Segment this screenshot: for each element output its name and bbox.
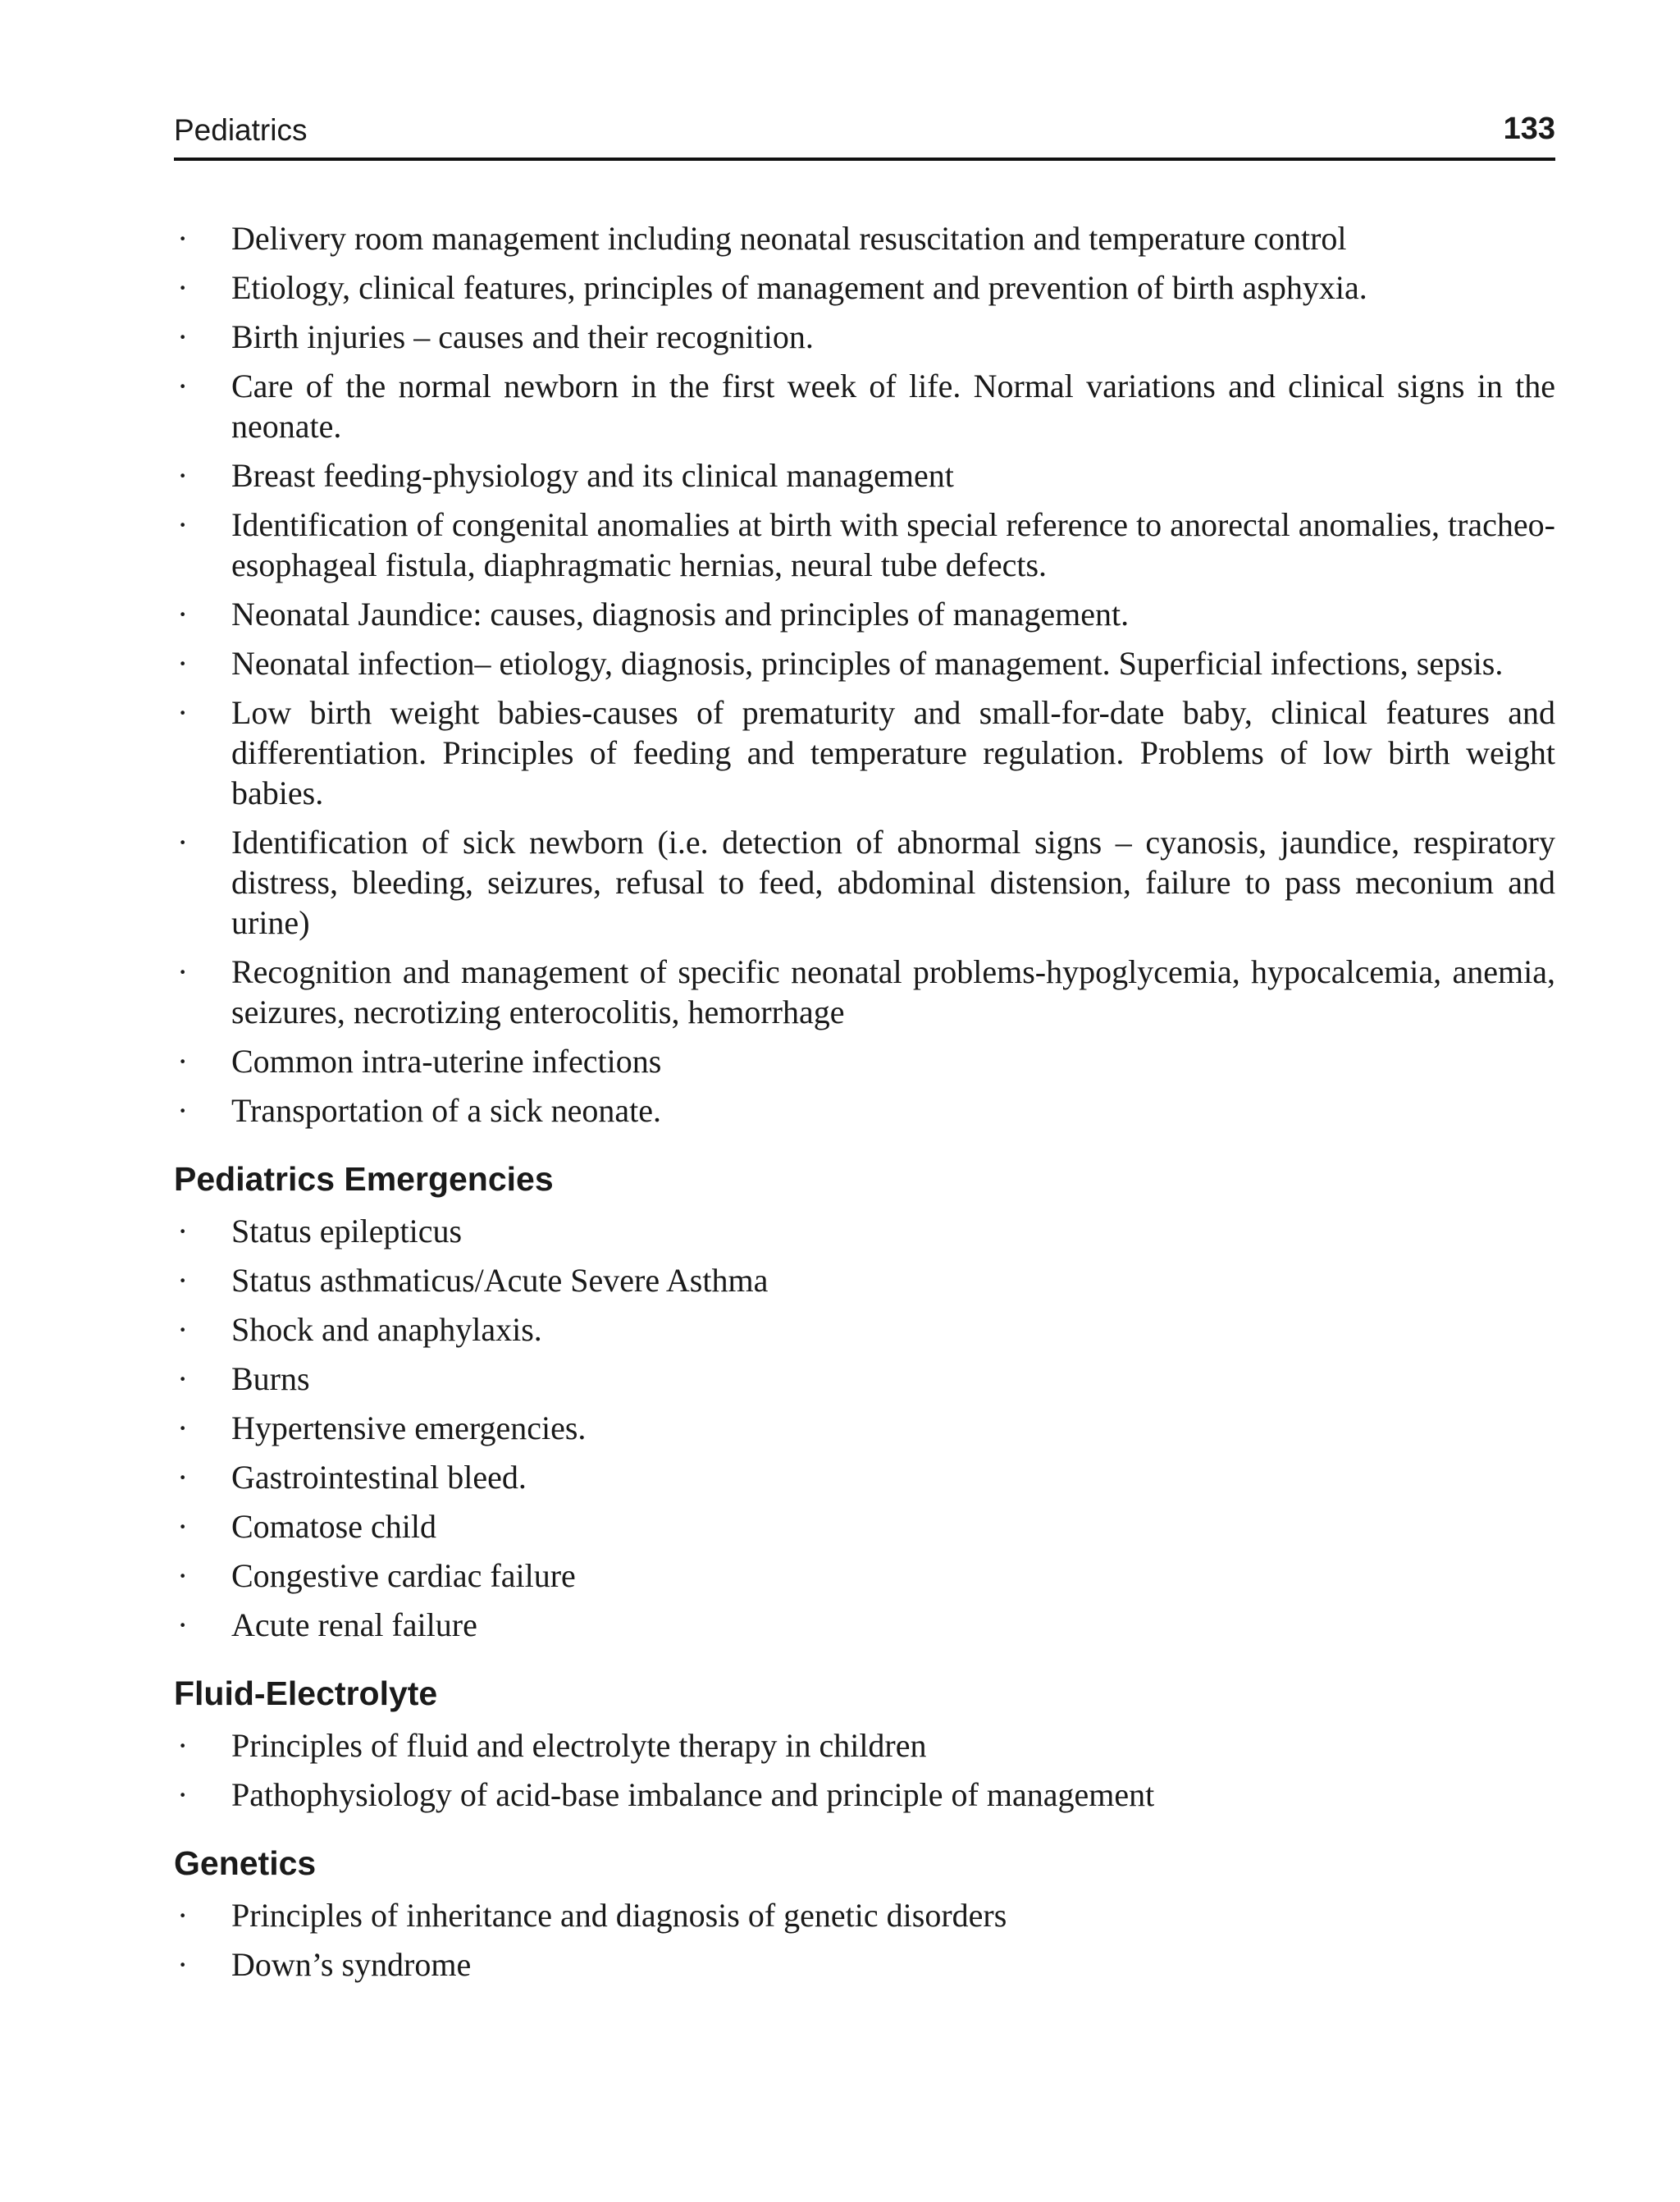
running-header [174,107,1555,161]
bullet-marker: · [177,1727,189,1764]
bullet-marker: · [177,596,189,633]
bullet-marker: · [177,269,189,306]
list-item [174,455,1555,496]
bullet-marker: · [177,1311,189,1348]
list-item [174,1359,1555,1399]
bullet-marker: · [177,1897,189,1934]
list-item [174,1775,1555,1815]
running-title: Pediatrics [174,113,308,147]
section-heading-emergencies: Pediatrics Emergencies [174,1160,554,1198]
bullet-marker: · [177,318,189,355]
bullet-marker: · [177,953,189,990]
page [174,107,1555,1994]
list-item [174,1211,1555,1251]
list-item-text: Recognition and management of specific neonatal problems-hypoglycemia, hypocalcemia, anemia, seizures, necrotizing enterocolitis, hemorrhage [231,953,1555,1030]
bullet-marker: · [177,1360,189,1397]
list-item-text: Pathophysiology of acid-base imbalance and principle of management [231,1776,1155,1813]
list-item-text: Neonatal infection– etiology, diagnosis, principles of management. Superficial infections, sepsis. [231,645,1504,682]
list-item-text: Neonatal Jaundice: causes, diagnosis and principles of management. [231,596,1130,633]
list-item-text: Identification of congenital anomalies at birth with special reference to anorectal anomalies, tracheo-esophageal fistula, diaphragmatic hernias, neural tube defects. [231,506,1555,583]
list-item [174,952,1555,1032]
bullet-marker: · [177,1606,189,1643]
list-item [174,317,1555,357]
bullet-marker: · [177,457,189,494]
list-item-text: Birth injuries – causes and their recognition. [231,318,814,355]
list-item [174,1408,1555,1448]
list-item [174,1605,1555,1645]
list-item [174,1506,1555,1546]
section-heading-fluid-electrolyte: Fluid-Electrolyte [174,1674,438,1712]
list-item [174,267,1555,308]
section-heading-genetics: Genetics [174,1844,317,1882]
list-item [174,1041,1555,1081]
list-item-text: Principles of fluid and electrolyte therapy in children [231,1727,927,1764]
list-item-text: Delivery room management including neonatal resuscitation and temperature control [231,220,1347,257]
list-item [174,366,1555,446]
list-item-text: Breast feeding-physiology and its clinical management [231,457,954,494]
bullet-marker: · [177,1213,189,1249]
list-item [174,1090,1555,1131]
list-item-text: Principles of inheritance and diagnosis of genetic disorders [231,1897,1007,1934]
bullet-marker: · [177,506,189,543]
list-item-text: Hypertensive emergencies. [231,1409,587,1446]
emergencies-topic-list [174,1211,1555,1645]
bullet-marker: · [177,1409,189,1446]
list-item-text: Congestive cardiac failure [231,1557,576,1594]
list-item-text: Burns [231,1360,310,1397]
list-item [174,1457,1555,1497]
list-item [174,1260,1555,1300]
list-item [174,1556,1555,1596]
list-item [174,1895,1555,1935]
bullet-marker: · [177,1508,189,1545]
list-item-text: Care of the normal newborn in the first week of life. Normal variations and clinical signs in the neonate. [231,368,1555,445]
neonatal-topic-list [174,218,1555,1131]
list-item-text: Comatose child [231,1508,436,1545]
genetics-topic-list [174,1895,1555,1985]
bullet-marker: · [177,1459,189,1496]
list-item-text: Etiology, clinical features, principles of management and prevention of birth asphyxia. [231,269,1367,306]
bullet-marker: · [177,1092,189,1129]
bullet-marker: · [177,1946,189,1983]
list-item [174,1309,1555,1350]
bullet-marker: · [177,1557,189,1594]
list-item [174,822,1555,943]
bullet-marker: · [177,1043,189,1080]
bullet-marker: · [177,1262,189,1299]
list-item-text: Transportation of a sick neonate. [231,1092,661,1129]
list-item-text: Acute renal failure [231,1606,477,1643]
list-item [174,505,1555,585]
bullet-marker: · [177,1776,189,1813]
list-item [174,692,1555,813]
list-item-text: Shock and anaphylaxis. [231,1311,542,1348]
list-item [174,594,1555,634]
list-item-text: Down’s syndrome [231,1946,472,1983]
bullet-marker: · [177,694,189,731]
bullet-marker: · [177,220,189,257]
list-item-text: Common intra-uterine infections [231,1043,662,1080]
bullet-marker: · [177,824,189,861]
bullet-marker: · [177,645,189,682]
bullet-marker: · [177,368,189,404]
list-item [174,1944,1555,1985]
list-item [174,643,1555,683]
list-item [174,1725,1555,1766]
page-content [174,218,1555,1985]
list-item-text: Gastrointestinal bleed. [231,1459,527,1496]
fluid-electrolyte-topic-list [174,1725,1555,1815]
list-item-text: Status epilepticus [231,1213,463,1249]
list-item-text: Identification of sick newborn (i.e. detection of abnormal signs – cyanosis, jaundice, respiratory distress, bleeding, seizures, refusal to feed, abdominal distension, failure to pass meconium and urine) [231,824,1555,941]
list-item [174,218,1555,258]
list-item-text: Status asthmaticus/Acute Severe Asthma [231,1262,769,1299]
page-number: 133 [1503,112,1555,146]
list-item-text: Low birth weight babies-causes of prematurity and small-for-date baby, clinical features and differentiation. Principles of feeding and temperature regulation. Problems of low birth weight babies. [231,694,1555,811]
